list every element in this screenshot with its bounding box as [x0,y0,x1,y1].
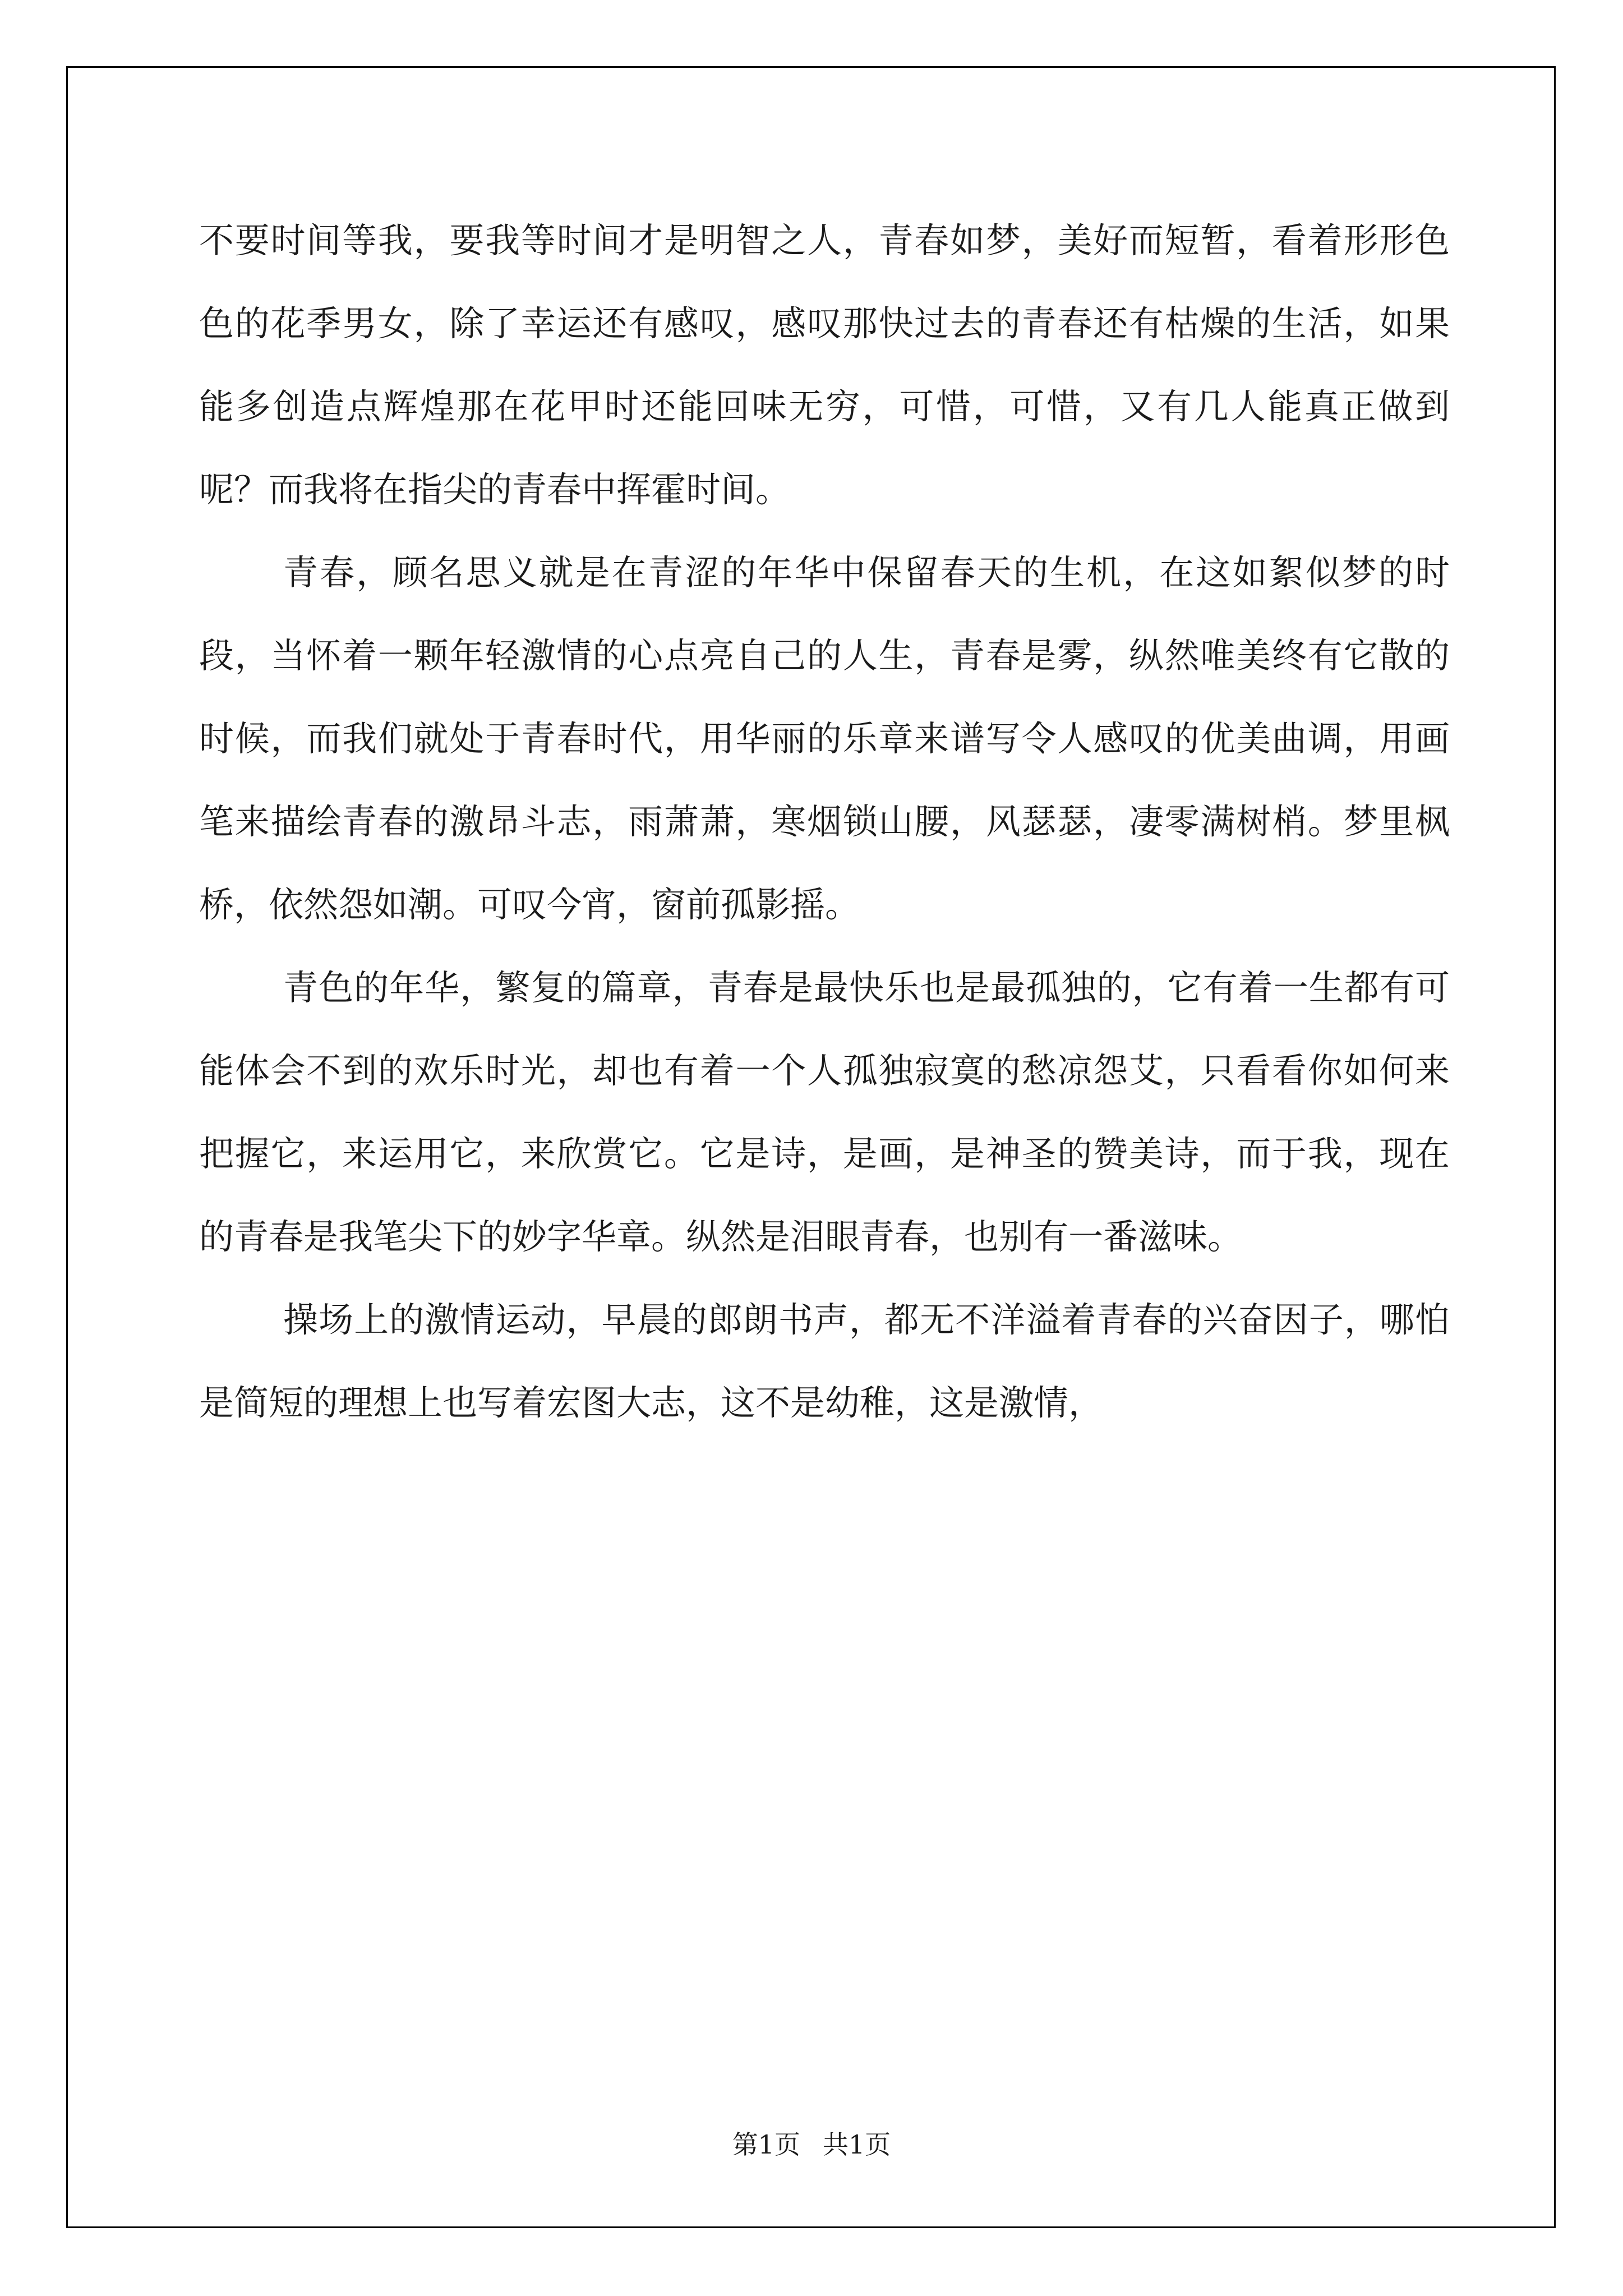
page-footer [0,2128,1623,2161]
paragraph-4: 操场上的激情运动，早晨的郎朗书声，都无不洋溢着青春的兴奋因子，哪怕是简短的理想上也写着宏图大志，这不是幼稚，这是激情， [199,1299,1450,1423]
page-number: 第1页 [732,2129,800,2160]
paragraph-2: 青春，顾名思义就是在青涩的年华中保留春天的生机，在这如絮似梦的时段，当怀着一颗年轻激情的心点亮自己的人生，青春是雾，纵然唯美终有它散的时候，而我们就处于青春时代，用华丽的乐章来谱写令人感叹的优美曲调，用画笔来描绘青春的激昂斗志，雨萧萧，寒烟锁山腰，风瑟瑟，凄零满树梢。梦里枫桥，依然怨如潮。可叹今宵，窗前孤影摇。 [199,552,1450,925]
paragraph-1: 不要时间等我，要我等时间才是明智之人，青春如梦，美好而短暂，看着形形色色的花季男女，除了幸运还有感叹，感叹那快过去的青春还有枯燥的生活，如果能多创造点辉煌那在花甲时还能回味无穷，可惜，可惜，又有几人能真正做到呢？而我将在指尖的青春中挥霍时间。 [199,220,1450,510]
document-body [199,199,1450,1444]
page-total: 共1页 [823,2129,891,2160]
paragraph-3: 青色的年华，繁复的篇章，青春是最快乐也是最孤独的，它有着一生都有可能体会不到的欢乐时光，却也有着一个人孤独寂寞的愁凉怨艾，只看看你如何来把握它，来运用它，来欣赏它。它是诗，是画，是神圣的赞美诗，而于我，现在的青春是我笔尖下的妙字华章。纵然是泪眼青春，也别有一番滋味。 [199,967,1450,1257]
